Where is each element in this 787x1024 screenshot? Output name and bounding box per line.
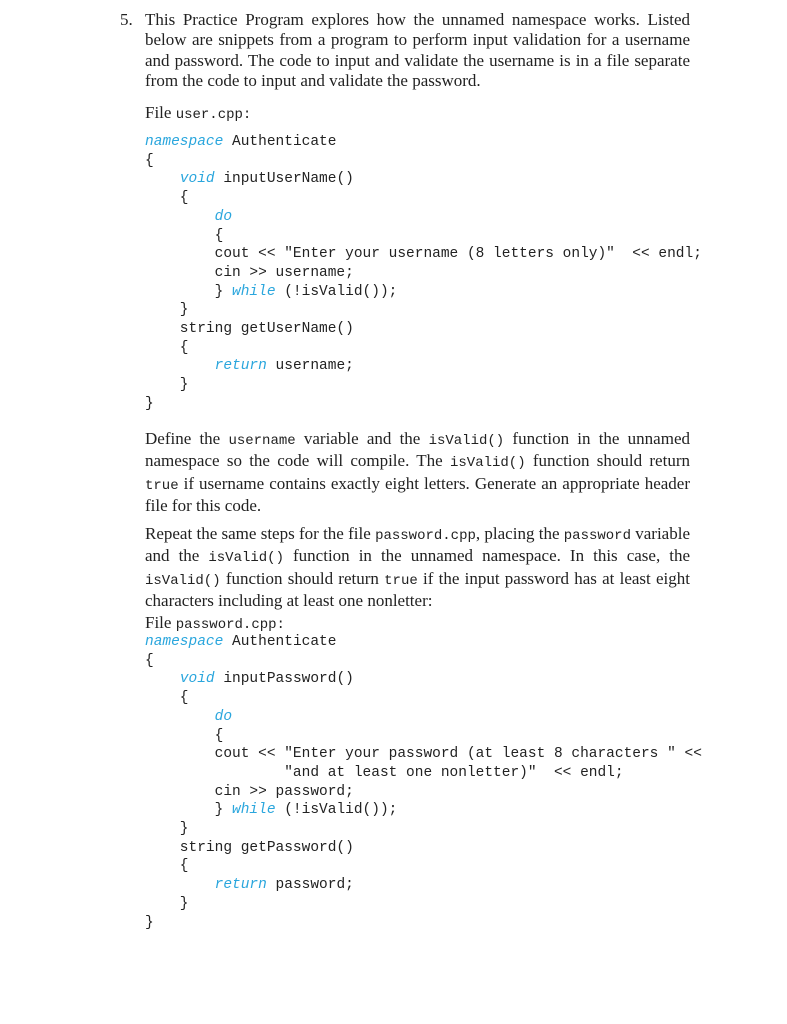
code-text: inputUserName() bbox=[214, 171, 354, 188]
inline-code: true bbox=[145, 477, 179, 494]
code-line bbox=[145, 652, 702, 671]
code-line bbox=[145, 227, 702, 246]
code-text: (!isValid()); bbox=[275, 283, 398, 300]
inline-code: username bbox=[228, 433, 296, 449]
code-block-user bbox=[145, 133, 702, 414]
code-line bbox=[145, 857, 702, 876]
code-text: Authenticate bbox=[223, 134, 337, 150]
code-text: (!isValid()); bbox=[275, 802, 398, 819]
code-text: { bbox=[145, 652, 154, 669]
code-text: { bbox=[145, 339, 189, 356]
code-line bbox=[145, 783, 702, 802]
paragraph-text: variable and the bbox=[295, 429, 429, 448]
paragraph-text: if the input password has at least eight characters including at least one nonletter: bbox=[145, 568, 690, 610]
code-text bbox=[145, 209, 215, 225]
code-line bbox=[145, 689, 702, 708]
code-keyword: while bbox=[232, 283, 276, 300]
code-keyword: while bbox=[232, 802, 276, 819]
inline-code: true bbox=[384, 572, 418, 589]
paragraph-text: , placing the bbox=[475, 524, 564, 543]
code-text: { bbox=[145, 190, 189, 207]
code-text: username; bbox=[266, 358, 354, 375]
repeat-steps-paragraph bbox=[145, 524, 690, 611]
paragraph-text: if username contains exactly eight letters. Generate an appropriate header file for this code. bbox=[145, 473, 690, 515]
code-line bbox=[145, 339, 702, 358]
inline-code: isValid() bbox=[208, 550, 284, 567]
code-text bbox=[145, 709, 215, 725]
code-line bbox=[145, 133, 702, 152]
code-text: { bbox=[145, 152, 154, 169]
code-text: password; bbox=[266, 877, 354, 894]
file-name-password: password.cpp: bbox=[175, 617, 285, 633]
code-text: { bbox=[145, 858, 189, 875]
instructions-paragraph bbox=[145, 429, 690, 516]
code-line bbox=[145, 633, 702, 652]
code-keyword: namespace bbox=[145, 634, 224, 650]
code-line bbox=[145, 708, 702, 727]
inline-code: isValid() bbox=[145, 572, 221, 589]
code-text: } bbox=[145, 377, 189, 394]
paragraph-text: function in the unnamed namespace. In this case, the bbox=[284, 546, 690, 566]
code-text: { bbox=[145, 727, 224, 744]
code-text bbox=[145, 171, 180, 187]
code-keyword: namespace bbox=[145, 134, 224, 150]
paragraph-text: function should return bbox=[525, 451, 690, 471]
code-line bbox=[145, 283, 702, 302]
code-block-password bbox=[145, 633, 702, 932]
code-text: inputPassword() bbox=[214, 671, 354, 688]
code-line bbox=[145, 876, 702, 895]
code-text bbox=[145, 671, 180, 687]
problem-number: 5. bbox=[120, 10, 133, 29]
code-line bbox=[145, 764, 702, 783]
code-text: } bbox=[145, 395, 154, 412]
intro-paragraph: This Practice Program explores how the unnamed namespace works. Listed below are snippets from a program to perform input validation for a username and password. The code to input and validate the username is in a file separate from the code to input and validate the password. bbox=[145, 10, 690, 90]
code-text: { bbox=[145, 690, 189, 707]
code-text: cout << "Enter your password (at least 8 characters " << bbox=[145, 746, 702, 763]
code-line bbox=[145, 152, 702, 171]
code-line bbox=[145, 727, 702, 746]
code-text bbox=[145, 877, 215, 893]
code-text: } bbox=[145, 821, 189, 838]
code-line bbox=[145, 839, 702, 858]
code-text: } bbox=[145, 802, 233, 819]
inline-code: isValid() bbox=[449, 455, 526, 472]
paragraph-text: function in the unnamed namespace so the code will compile. The bbox=[145, 429, 690, 471]
code-line bbox=[145, 376, 702, 395]
code-line bbox=[145, 820, 702, 839]
code-line bbox=[145, 914, 702, 933]
code-keyword: do bbox=[214, 208, 233, 225]
code-text: Authenticate bbox=[223, 634, 337, 650]
code-text: cout << "Enter your username (8 letters only)" << endl; bbox=[145, 246, 702, 263]
code-line bbox=[145, 301, 702, 320]
code-keyword: return bbox=[214, 358, 267, 375]
code-line bbox=[145, 170, 702, 189]
code-text: string getPassword() bbox=[145, 839, 354, 856]
code-text: cin >> username; bbox=[145, 264, 354, 281]
paragraph-text: Repeat the same steps for the file bbox=[145, 524, 376, 543]
code-text: } bbox=[145, 302, 189, 319]
code-line bbox=[145, 245, 702, 264]
code-line bbox=[145, 189, 702, 208]
code-text bbox=[145, 358, 215, 374]
code-text: string getUserName() bbox=[145, 321, 354, 338]
code-line bbox=[145, 745, 702, 764]
code-line bbox=[145, 395, 702, 414]
code-keyword: void bbox=[179, 171, 215, 188]
file-name-user: user.cpp: bbox=[175, 107, 252, 123]
inline-code: password.cpp bbox=[375, 528, 476, 544]
code-line bbox=[145, 320, 702, 339]
code-keyword: void bbox=[179, 671, 215, 688]
code-text: } bbox=[145, 914, 154, 931]
file-label-user bbox=[145, 103, 690, 125]
code-text: { bbox=[145, 227, 224, 244]
code-keyword: return bbox=[214, 877, 267, 894]
inline-code: isValid() bbox=[428, 433, 505, 449]
paragraph-text: variable and the bbox=[145, 524, 691, 566]
code-line bbox=[145, 264, 702, 283]
file-label-text: File bbox=[145, 613, 176, 632]
code-text: } bbox=[145, 895, 189, 912]
paragraph-text: function should return bbox=[220, 568, 385, 588]
file-label-text: File bbox=[145, 103, 176, 122]
code-text: } bbox=[145, 283, 233, 300]
code-line bbox=[145, 895, 702, 914]
code-line bbox=[145, 670, 702, 689]
code-text: "and at least one nonletter)" << endl; bbox=[145, 764, 624, 781]
file-label-password bbox=[145, 613, 690, 635]
code-line bbox=[145, 801, 702, 820]
code-line bbox=[145, 357, 702, 376]
code-line bbox=[145, 208, 702, 227]
code-keyword: do bbox=[214, 708, 233, 725]
code-text: cin >> password; bbox=[145, 783, 354, 800]
inline-code: password bbox=[563, 528, 631, 544]
paragraph-text: Define the bbox=[145, 429, 229, 448]
